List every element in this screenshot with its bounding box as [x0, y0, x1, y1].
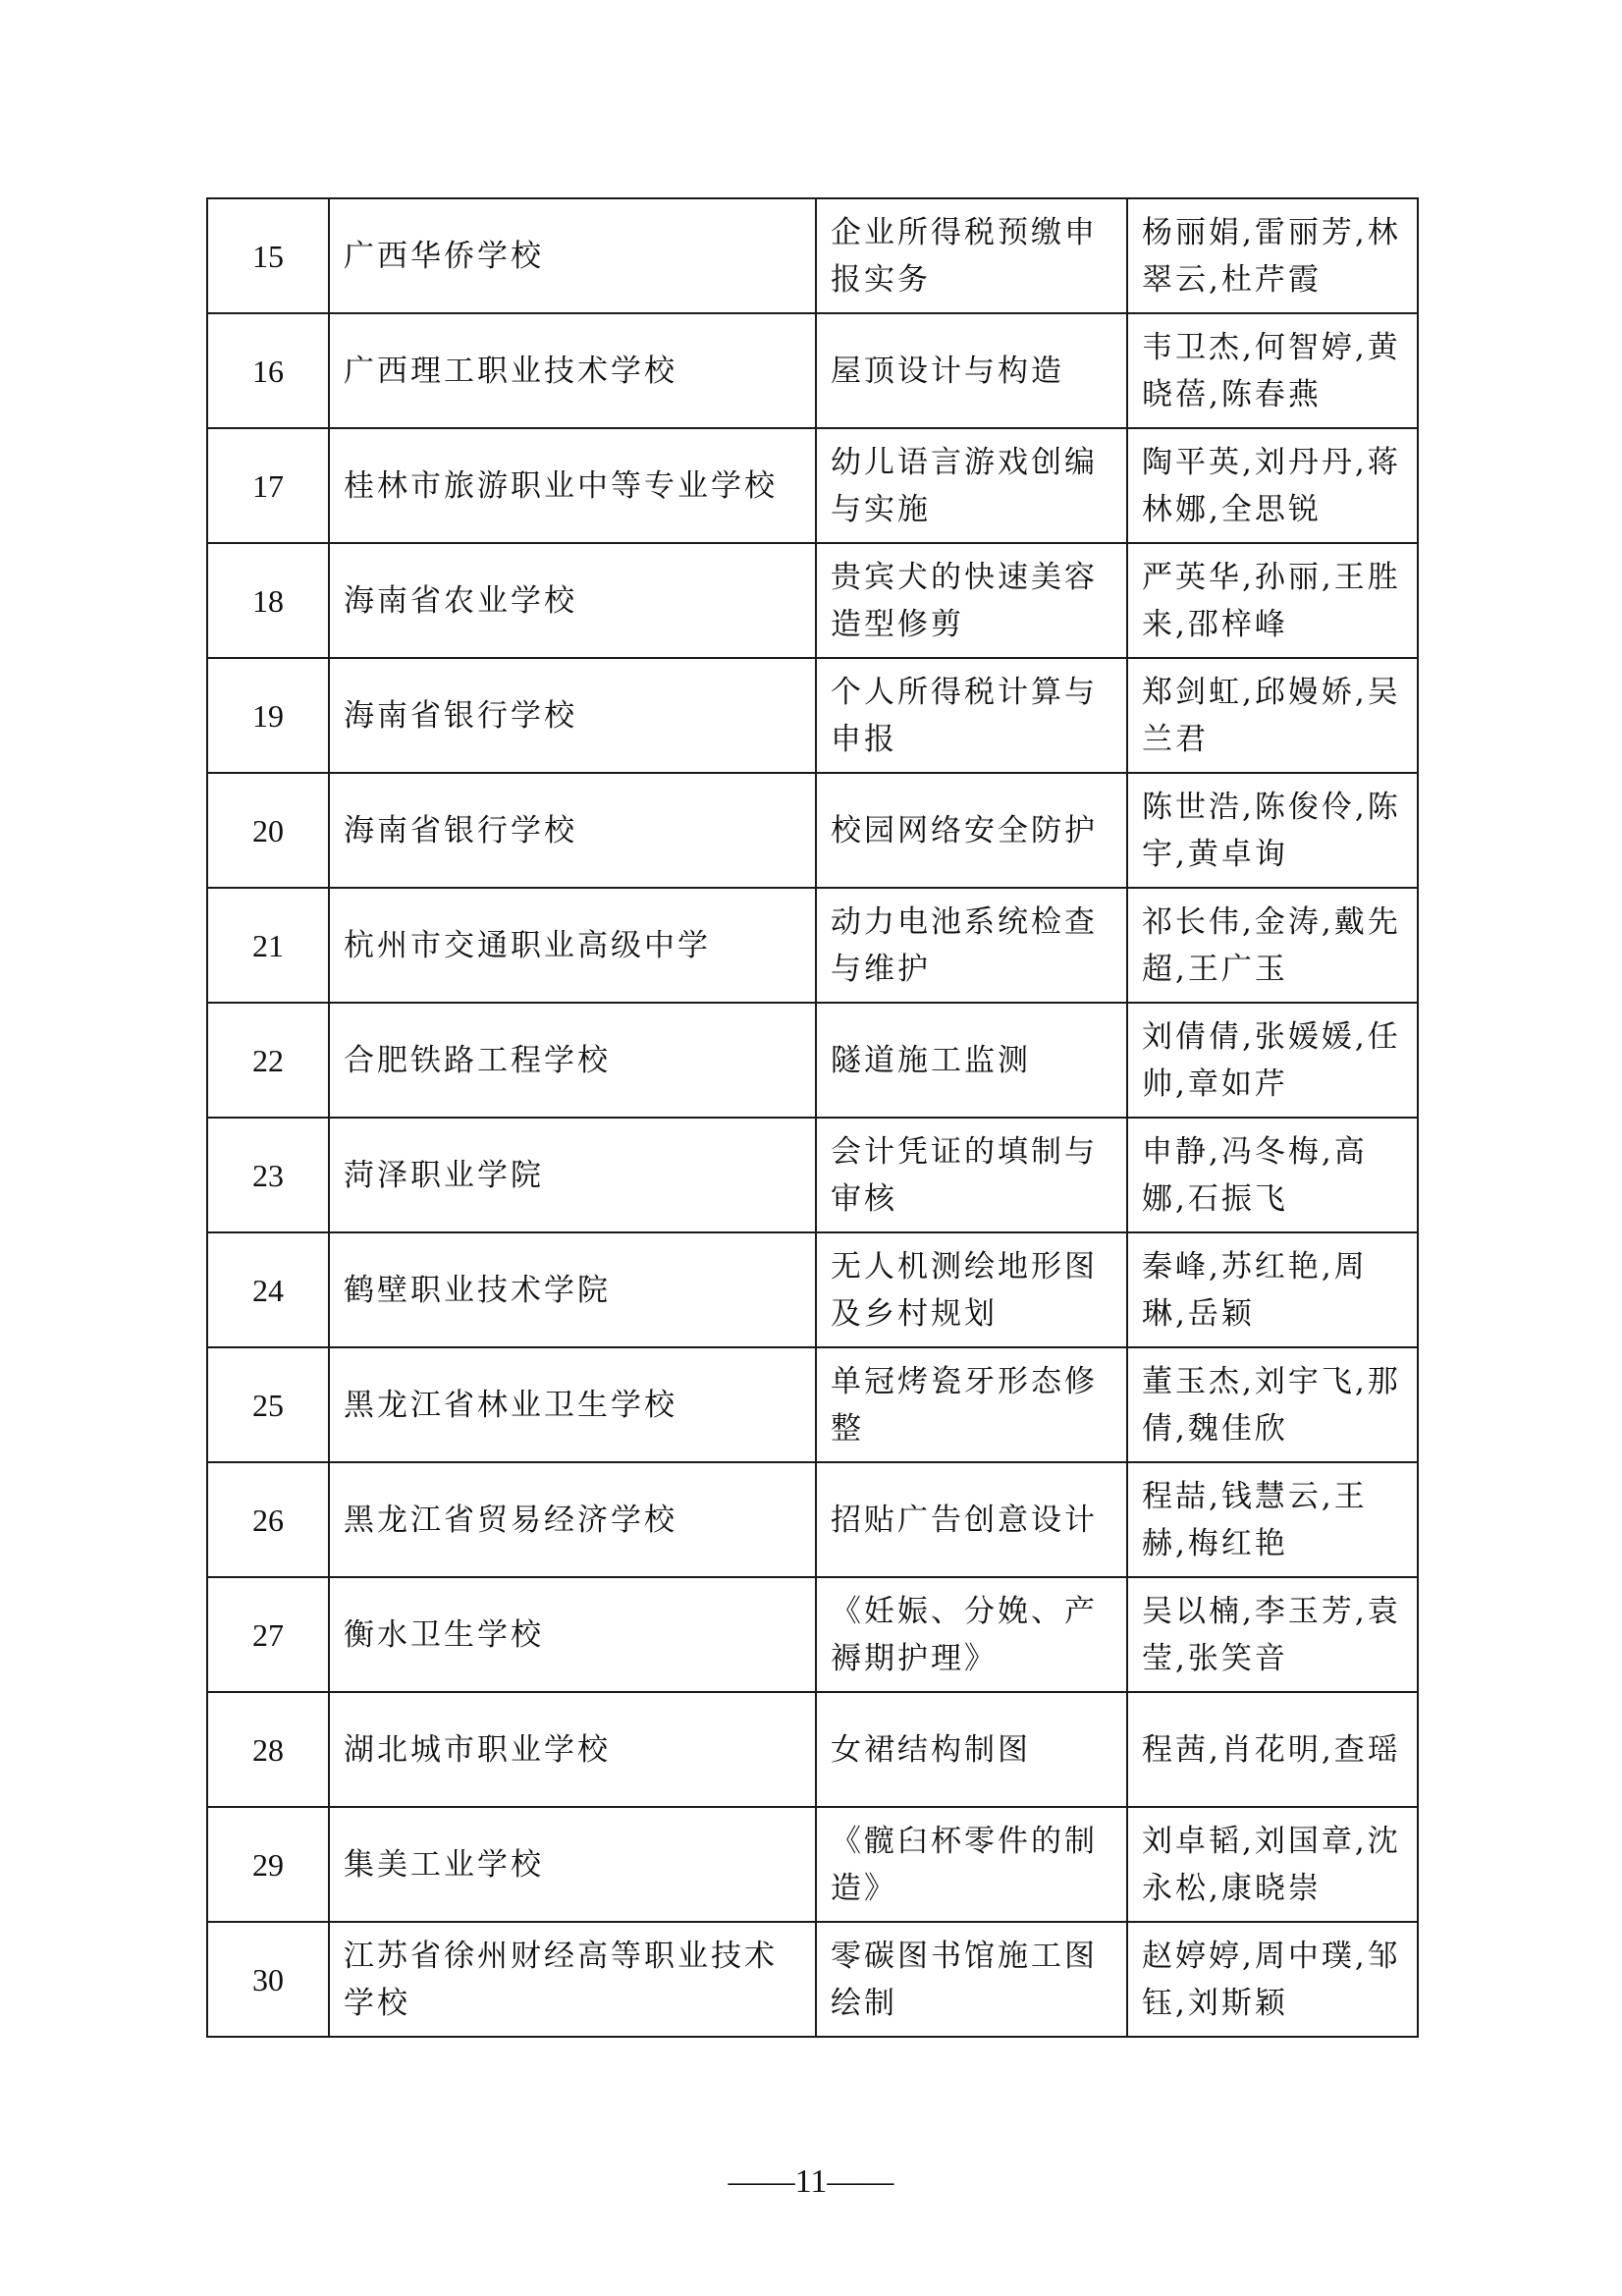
- school-name: 广西华侨学校: [329, 198, 816, 313]
- table-row: [207, 1807, 1418, 1922]
- course-title: 无人机测绘地形图及乡村规划: [816, 1232, 1127, 1347]
- school-name: 合肥铁路工程学校: [329, 1003, 816, 1118]
- table-row: [207, 1577, 1418, 1692]
- row-number: 25: [207, 1347, 329, 1462]
- school-name: 海南省银行学校: [329, 658, 816, 773]
- author-names: 申静,冯冬梅,高娜,石振飞: [1127, 1118, 1418, 1232]
- author-names: 吴以楠,李玉芳,袁莹,张笑音: [1127, 1577, 1418, 1692]
- course-title: 女裙结构制图: [816, 1692, 1127, 1807]
- course-title: 企业所得税预缴申报实务: [816, 198, 1127, 313]
- author-names: 刘卓韬,刘国章,沈永松,康晓崇: [1127, 1807, 1418, 1922]
- author-names: 祁长伟,金涛,戴先超,王广玉: [1127, 888, 1418, 1003]
- author-names: 郑剑虹,邱嫚娇,吴兰君: [1127, 658, 1418, 773]
- table-row: [207, 1692, 1418, 1807]
- course-title: 隧道施工监测: [816, 1003, 1127, 1118]
- author-names: 韦卫杰,何智婷,黄晓蓓,陈春燕: [1127, 313, 1418, 428]
- row-number: 30: [207, 1922, 329, 2037]
- table-row: [207, 1232, 1418, 1347]
- author-names: 刘倩倩,张媛媛,任帅,章如芹: [1127, 1003, 1418, 1118]
- school-name: 衡水卫生学校: [329, 1577, 816, 1692]
- row-number: 28: [207, 1692, 329, 1807]
- table-row: [207, 313, 1418, 428]
- school-name: 海南省农业学校: [329, 543, 816, 658]
- row-number: 22: [207, 1003, 329, 1118]
- school-name: 江苏省徐州财经高等职业技术学校: [329, 1922, 816, 2037]
- row-number: 19: [207, 658, 329, 773]
- table-body: [207, 198, 1418, 2037]
- school-name: 集美工业学校: [329, 1807, 816, 1922]
- course-title: 幼儿语言游戏创编与实施: [816, 428, 1127, 543]
- row-number: 15: [207, 198, 329, 313]
- page-number: ——11——: [728, 2163, 894, 2200]
- course-title: 单冠烤瓷牙形态修整: [816, 1347, 1127, 1462]
- course-title: 招贴广告创意设计: [816, 1462, 1127, 1577]
- school-name: 黑龙江省贸易经济学校: [329, 1462, 816, 1577]
- school-name: 黑龙江省林业卫生学校: [329, 1347, 816, 1462]
- row-number: 26: [207, 1462, 329, 1577]
- course-title: 《妊娠、分娩、产褥期护理》: [816, 1577, 1127, 1692]
- row-number: 29: [207, 1807, 329, 1922]
- row-number: 23: [207, 1118, 329, 1232]
- table-row: [207, 1118, 1418, 1232]
- author-names: 严英华,孙丽,王胜来,邵梓峰: [1127, 543, 1418, 658]
- row-number: 21: [207, 888, 329, 1003]
- school-name: 桂林市旅游职业中等专业学校: [329, 428, 816, 543]
- school-name: 海南省银行学校: [329, 773, 816, 888]
- table-row: [207, 198, 1418, 313]
- author-names: 陶平英,刘丹丹,蒋林娜,全思锐: [1127, 428, 1418, 543]
- row-number: 20: [207, 773, 329, 888]
- school-name: 广西理工职业技术学校: [329, 313, 816, 428]
- school-name: 杭州市交通职业高级中学: [329, 888, 816, 1003]
- row-number: 18: [207, 543, 329, 658]
- author-names: 程茜,肖花明,查瑶: [1127, 1692, 1418, 1807]
- course-title: 校园网络安全防护: [816, 773, 1127, 888]
- row-number: 16: [207, 313, 329, 428]
- row-number: 17: [207, 428, 329, 543]
- row-number: 27: [207, 1577, 329, 1692]
- award-list-table: [206, 197, 1419, 2038]
- course-title: 会计凭证的填制与审核: [816, 1118, 1127, 1232]
- author-names: 杨丽娟,雷丽芳,林翠云,杜芹霞: [1127, 198, 1418, 313]
- table-row: [207, 1922, 1418, 2037]
- author-names: 陈世浩,陈俊伶,陈宇,黄卓询: [1127, 773, 1418, 888]
- table-row: [207, 1462, 1418, 1577]
- table-row: [207, 658, 1418, 773]
- author-names: 秦峰,苏红艳,周琳,岳颖: [1127, 1232, 1418, 1347]
- table-row: [207, 1347, 1418, 1462]
- school-name: 湖北城市职业学校: [329, 1692, 816, 1807]
- author-names: 赵婷婷,周中璞,邹钰,刘斯颖: [1127, 1922, 1418, 2037]
- school-name: 鹤壁职业技术学院: [329, 1232, 816, 1347]
- table-row: [207, 888, 1418, 1003]
- table-row: [207, 428, 1418, 543]
- author-names: 程喆,钱慧云,王赫,梅红艳: [1127, 1462, 1418, 1577]
- course-title: 《髋臼杯零件的制造》: [816, 1807, 1127, 1922]
- table-row: [207, 1003, 1418, 1118]
- author-names: 董玉杰,刘宇飞,那倩,魏佳欣: [1127, 1347, 1418, 1462]
- course-title: 动力电池系统检查与维护: [816, 888, 1127, 1003]
- course-title: 个人所得税计算与申报: [816, 658, 1127, 773]
- course-title: 零碳图书馆施工图绘制: [816, 1922, 1127, 2037]
- table-row: [207, 543, 1418, 658]
- school-name: 菏泽职业学院: [329, 1118, 816, 1232]
- table-row: [207, 773, 1418, 888]
- course-title: 屋顶设计与构造: [816, 313, 1127, 428]
- row-number: 24: [207, 1232, 329, 1347]
- course-title: 贵宾犬的快速美容造型修剪: [816, 543, 1127, 658]
